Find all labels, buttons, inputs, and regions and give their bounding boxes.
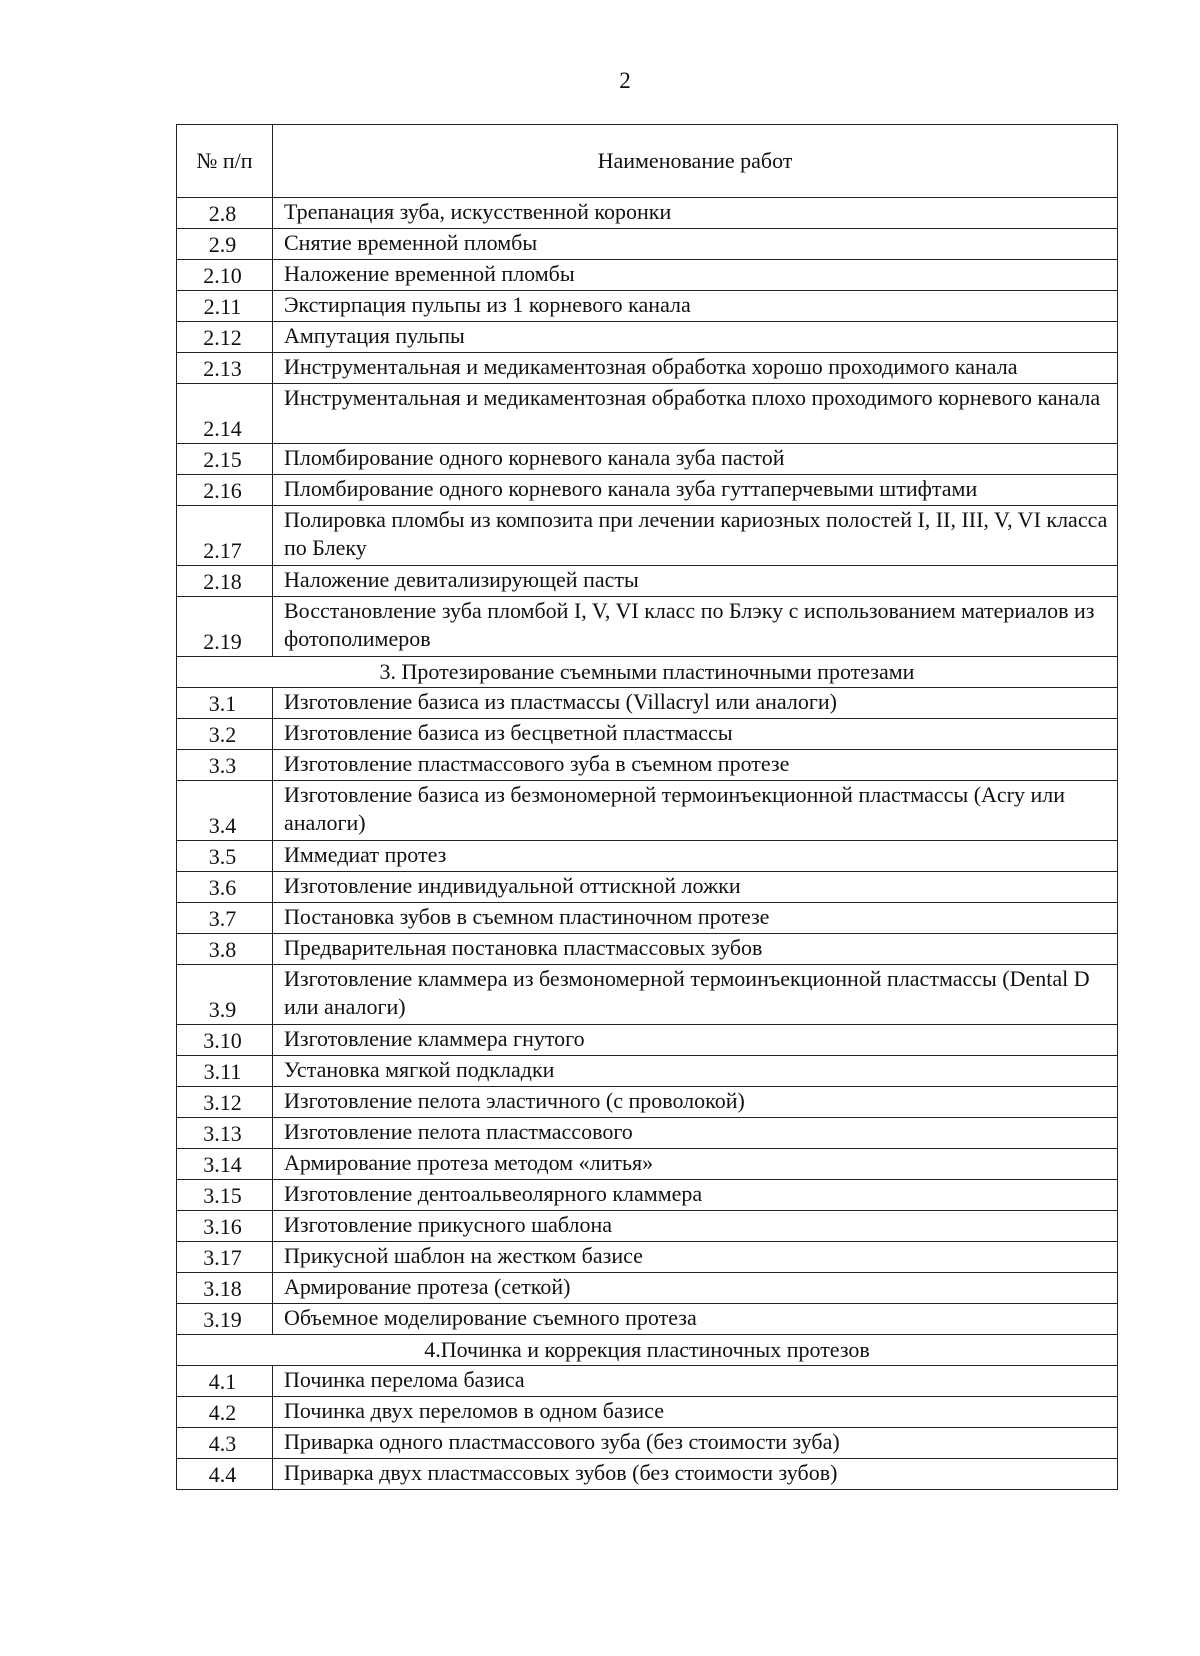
row-work-name: Изготовление пластмассового зуба в съемном протезе xyxy=(273,750,1118,781)
row-number: 4.1 xyxy=(177,1366,273,1397)
row-number: 3.17 xyxy=(177,1242,273,1273)
row-work-name: Изготовление пелота пластмассового xyxy=(273,1118,1118,1149)
row-number: 3.18 xyxy=(177,1273,273,1304)
table-row xyxy=(177,688,1118,719)
table-row xyxy=(177,384,1118,444)
table-row xyxy=(177,1304,1118,1335)
row-work-name: Полировка пломбы из композита при лечении кариозных полостей I, II, III, V, VI класса по Блеку xyxy=(273,506,1118,566)
row-work-name: Ампутация пульпы xyxy=(273,322,1118,353)
row-work-name: Наложение временной пломбы xyxy=(273,260,1118,291)
row-number: 3.3 xyxy=(177,750,273,781)
table-row xyxy=(177,229,1118,260)
row-number: 3.13 xyxy=(177,1118,273,1149)
row-number: 2.16 xyxy=(177,475,273,506)
table-row xyxy=(177,1242,1118,1273)
row-work-name: Пломбирование одного корневого канала зуба пастой xyxy=(273,444,1118,475)
row-work-name: Иммедиат протез xyxy=(273,841,1118,872)
row-number: 3.19 xyxy=(177,1304,273,1335)
row-number: 3.6 xyxy=(177,872,273,903)
row-number: 3.2 xyxy=(177,719,273,750)
table-row xyxy=(177,1025,1118,1056)
table-row xyxy=(177,1118,1118,1149)
section-title: 3. Протезирование съемными пластиночными протезами xyxy=(177,657,1118,688)
table-row xyxy=(177,1397,1118,1428)
table-body xyxy=(177,198,1118,1490)
table-row xyxy=(177,750,1118,781)
row-number: 3.12 xyxy=(177,1087,273,1118)
row-number: 2.18 xyxy=(177,566,273,597)
row-work-name: Инструментальная и медикаментозная обработка плохо проходимого корневого канала xyxy=(273,384,1118,444)
row-number: 3.8 xyxy=(177,934,273,965)
table-row xyxy=(177,1273,1118,1304)
table-row xyxy=(177,1087,1118,1118)
table-row xyxy=(177,965,1118,1025)
table-row xyxy=(177,322,1118,353)
section-title: 4.Починка и коррекция пластиночных протезов xyxy=(177,1335,1118,1366)
table-row xyxy=(177,719,1118,750)
page-number: 2 xyxy=(619,68,631,93)
row-work-name: Трепанация зуба, искусственной коронки xyxy=(273,198,1118,229)
row-work-name: Починка перелома базиса xyxy=(273,1366,1118,1397)
table-row xyxy=(177,1366,1118,1397)
row-work-name: Наложение девитализирующей пасты xyxy=(273,566,1118,597)
row-work-name: Изготовление дентоальвеолярного кламмера xyxy=(273,1180,1118,1211)
table-row xyxy=(177,597,1118,657)
section-row xyxy=(177,657,1118,688)
row-number: 2.9 xyxy=(177,229,273,260)
row-number: 2.14 xyxy=(177,384,273,444)
row-work-name: Приварка двух пластмассовых зубов (без стоимости зубов) xyxy=(273,1459,1118,1490)
row-work-name: Экстирпация пульпы из 1 корневого канала xyxy=(273,291,1118,322)
table-row xyxy=(177,1211,1118,1242)
row-number: 3.4 xyxy=(177,781,273,841)
row-work-name: Изготовление пелота эластичного (с проволокой) xyxy=(273,1087,1118,1118)
table-row xyxy=(177,260,1118,291)
row-work-name: Изготовление базиса из бесцветной пластмассы xyxy=(273,719,1118,750)
row-number: 3.1 xyxy=(177,688,273,719)
table-row xyxy=(177,841,1118,872)
works-table xyxy=(176,124,1118,1490)
row-work-name: Починка двух переломов в одном базисе xyxy=(273,1397,1118,1428)
row-work-name: Изготовление кламмера из безмономерной термоинъекционной пластмассы (Dental D или аналоги) xyxy=(273,965,1118,1025)
row-work-name: Изготовление базиса из пластмассы (Villacryl или аналоги) xyxy=(273,688,1118,719)
row-number: 2.15 xyxy=(177,444,273,475)
row-number: 3.5 xyxy=(177,841,273,872)
row-work-name: Приварка одного пластмассового зуба (без стоимости зуба) xyxy=(273,1428,1118,1459)
table-row xyxy=(177,353,1118,384)
row-number: 2.13 xyxy=(177,353,273,384)
row-number: 3.11 xyxy=(177,1056,273,1087)
row-work-name: Армирование протеза методом «литья» xyxy=(273,1149,1118,1180)
row-number: 2.10 xyxy=(177,260,273,291)
row-number: 4.3 xyxy=(177,1428,273,1459)
table-row xyxy=(177,566,1118,597)
table-row xyxy=(177,444,1118,475)
row-work-name: Изготовление кламмера гнутого xyxy=(273,1025,1118,1056)
row-number: 3.7 xyxy=(177,903,273,934)
table-row xyxy=(177,781,1118,841)
table-row xyxy=(177,506,1118,566)
table-header-row xyxy=(177,125,1118,198)
table-row xyxy=(177,872,1118,903)
row-work-name: Пломбирование одного корневого канала зуба гуттаперчевыми штифтами xyxy=(273,475,1118,506)
table-row xyxy=(177,1149,1118,1180)
row-number: 3.16 xyxy=(177,1211,273,1242)
row-number: 3.9 xyxy=(177,965,273,1025)
row-work-name: Снятие временной пломбы xyxy=(273,229,1118,260)
row-number: 2.19 xyxy=(177,597,273,657)
row-work-name: Изготовление индивидуальной оттискной ложки xyxy=(273,872,1118,903)
table-row xyxy=(177,1180,1118,1211)
row-number: 3.15 xyxy=(177,1180,273,1211)
row-work-name: Изготовление базиса из безмономерной термоинъекционной пластмассы (Acry или аналоги) xyxy=(273,781,1118,841)
row-number: 2.12 xyxy=(177,322,273,353)
row-work-name: Прикусной шаблон на жестком базисе xyxy=(273,1242,1118,1273)
section-row xyxy=(177,1335,1118,1366)
row-number: 3.10 xyxy=(177,1025,273,1056)
table-row xyxy=(177,1056,1118,1087)
row-work-name: Предварительная постановка пластмассовых зубов xyxy=(273,934,1118,965)
table-row xyxy=(177,1459,1118,1490)
header-name: Наименование работ xyxy=(273,125,1118,198)
row-work-name: Объемное моделирование съемного протеза xyxy=(273,1304,1118,1335)
row-number: 4.2 xyxy=(177,1397,273,1428)
row-work-name: Изготовление прикусного шаблона xyxy=(273,1211,1118,1242)
row-number: 2.17 xyxy=(177,506,273,566)
row-number: 4.4 xyxy=(177,1459,273,1490)
row-work-name: Восстановление зуба пломбой I, V, VI класс по Блэку с использованием материалов из фотополимеров xyxy=(273,597,1118,657)
table-row xyxy=(177,291,1118,322)
table-row xyxy=(177,934,1118,965)
table-row xyxy=(177,903,1118,934)
table-row xyxy=(177,475,1118,506)
row-work-name: Постановка зубов в съемном пластиночном протезе xyxy=(273,903,1118,934)
row-work-name: Установка мягкой подкладки xyxy=(273,1056,1118,1087)
row-number: 2.11 xyxy=(177,291,273,322)
header-number: № п/п xyxy=(177,125,273,198)
row-number: 2.8 xyxy=(177,198,273,229)
row-work-name: Инструментальная и медикаментозная обработка хорошо проходимого канала xyxy=(273,353,1118,384)
table-row xyxy=(177,198,1118,229)
row-work-name: Армирование протеза (сеткой) xyxy=(273,1273,1118,1304)
row-number: 3.14 xyxy=(177,1149,273,1180)
table-row xyxy=(177,1428,1118,1459)
